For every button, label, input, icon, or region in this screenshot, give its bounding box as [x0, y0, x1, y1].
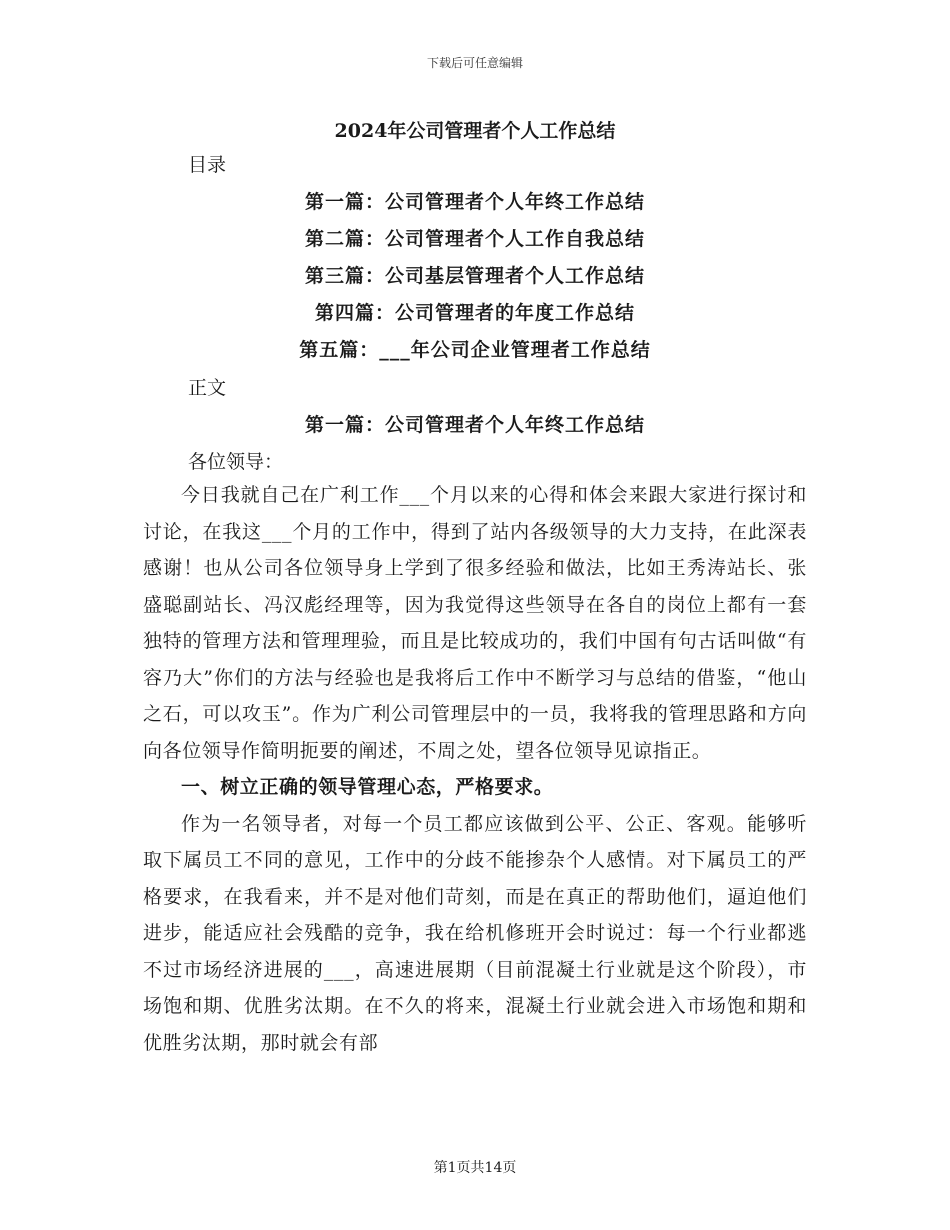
- body-text: [143, 477, 807, 1061]
- page-number: 第1页共14页: [433, 1160, 517, 1176]
- toc-item-5: 第五篇：___年公司企业管理者工作总结: [299, 339, 651, 361]
- paragraph-2: 作为一名领导者，对每一个员工都应该做到公平、公正、客观。能够听取下属员工不同的意见，工作中的分歧不能掺杂个人感情。对下属员工的严格要求，在我看来，并不是对他们苛刻，而是在真正的帮助他们，逼迫他们进步，能适应社会残酷的竞争，我在给机修班开会时说过：每一个行业都逃不过市场经济进展的___，高速进展期（目前混凝土行业就是这个阶段），市场饱和期、优胜劣汰期。在不久的将来，混凝土行业就会进入市场饱和期和优胜劣汰期，那时就会有部: [143, 812, 807, 1054]
- section-heading-1: 一、树立正确的领导管理心态，严格要求。: [181, 776, 554, 798]
- toc-item-1: 第一篇：公司管理者个人年终工作总结: [304, 191, 645, 213]
- page-header-note: 下载后可任意编辑: [426, 56, 523, 70]
- document-title: 2024年公司管理者个人工作总结: [334, 120, 616, 142]
- toc-label: 目录: [188, 154, 227, 176]
- section-title: 第一篇：公司管理者个人年终工作总结: [304, 414, 645, 436]
- toc-item-2: 第二篇：公司管理者个人工作自我总结: [304, 228, 645, 250]
- toc-item-4: 第四篇：公司管理者的年度工作总结: [314, 302, 635, 324]
- paragraph-1: 今日我就自己在广利工作___个月以来的心得和体会来跟大家进行探讨和讨论，在我这___个月的工作中，得到了站内各级领导的大力支持，在此深表感谢！也从公司各位领导身上学到了很多经验和做法，比如王秀涛站长、张盛聪副站长、冯汉彪经理等，因为我觉得这些领导在各自的岗位上都有一套独特的管理方法和管理理验，而且是比较成功的，我们中国有句古话叫做“有容乃大”你们的方法与经验也是我将后工作中不断学习与总结的借鉴，“他山之石，可以攻玉”。作为广利公司管理层中的一员，我将我的管理思路和方向向各位领导作简明扼要的阐述，不周之处，望各位领导见谅指正。: [143, 484, 807, 762]
- toc-item-3: 第三篇：公司基层管理者个人工作总结: [304, 265, 645, 287]
- greeting: 各位领导：: [188, 451, 284, 473]
- body-label: 正文: [188, 377, 227, 399]
